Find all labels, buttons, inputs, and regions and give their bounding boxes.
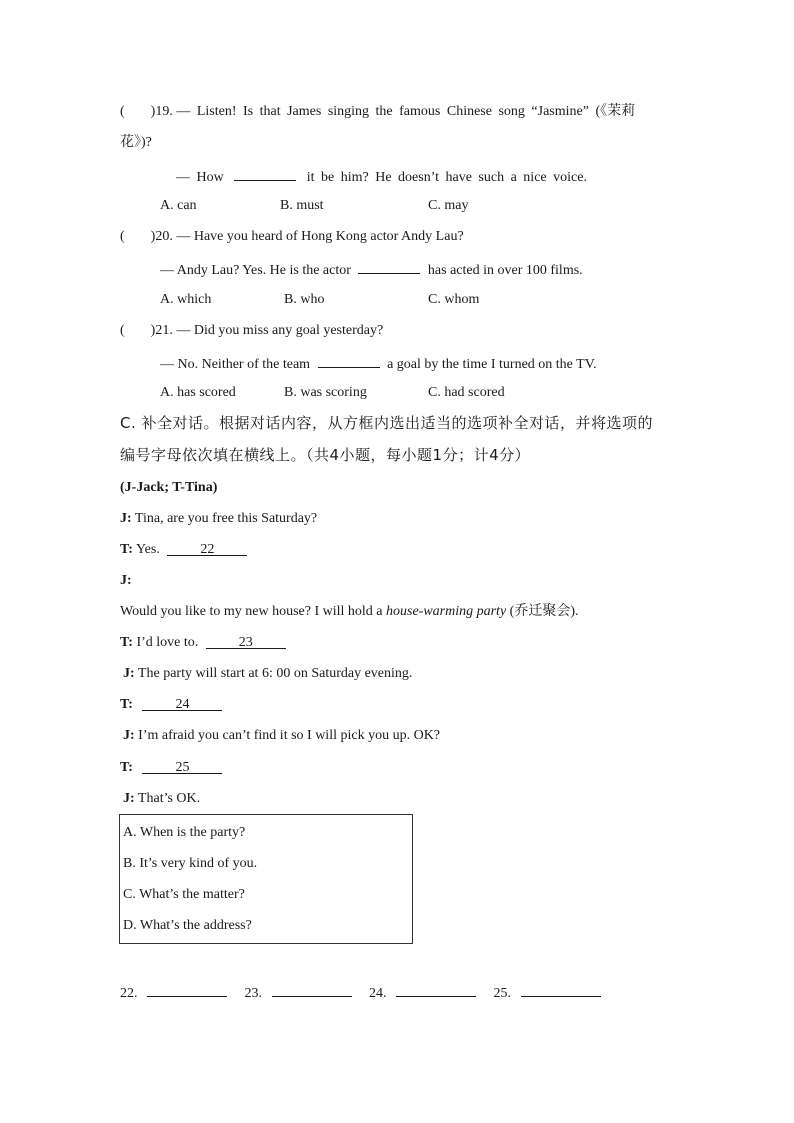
q21-reply-pre: — No. Neither of the team xyxy=(160,357,311,372)
q19-option-b[interactable]: B. must xyxy=(280,198,324,213)
q20-paren-open: ( xyxy=(120,229,125,244)
q19-reply-pre: — How xyxy=(176,170,224,185)
q21-number: 21. xyxy=(155,323,173,338)
dialogue-text: I’d love to. xyxy=(136,635,199,650)
q19-question: — Listen! Is that James singing the famous Chinese song “Jasmine” (《茉莉 xyxy=(176,104,636,119)
q21-option-c[interactable]: C. had scored xyxy=(428,385,505,400)
speaker-label: J: xyxy=(120,573,132,588)
answer-blank-25[interactable] xyxy=(521,982,601,997)
dialogue-blank-22[interactable]: 22 xyxy=(167,541,247,556)
dialogue-italic-term: house-warming party xyxy=(386,604,507,619)
answer-label-23: 23. xyxy=(244,986,262,1001)
speaker-label: T: xyxy=(120,542,133,557)
dialogue-line-3 xyxy=(120,572,132,590)
answer-label-24: 24. xyxy=(369,986,387,1001)
dialogue-text: Tina, are you free this Saturday? xyxy=(134,511,318,526)
choice-b[interactable]: B. It’s very kind of you. xyxy=(123,856,258,871)
q19-reply-post: it be him? He doesn’t have such a nice voice. xyxy=(306,170,587,185)
q20-stem xyxy=(120,228,464,246)
section-c-heading-line2: 编号字母依次填在横线上。（共4小题，每小题1分；计4分） xyxy=(120,446,531,464)
speaker-label: T: xyxy=(120,760,133,775)
q20-option-b[interactable]: B. who xyxy=(284,292,325,307)
speaker-label: T: xyxy=(120,635,133,650)
q19-stem-cont xyxy=(120,134,152,152)
q20-option-c[interactable]: C. whom xyxy=(428,292,480,307)
speaker-label: T: xyxy=(120,697,133,712)
choice-d[interactable]: D. What’s the address? xyxy=(123,918,252,933)
q21-stem xyxy=(120,322,383,340)
q19-number: 19. xyxy=(155,104,173,119)
answer-label-22: 22. xyxy=(120,986,138,1001)
q19-stem xyxy=(120,103,635,121)
dialogue-line-7 xyxy=(120,696,222,714)
q19-option-c[interactable]: C. may xyxy=(428,198,469,213)
dialogue-text: Would you like to my new house? I will hold a xyxy=(120,604,386,619)
q20-reply-post: has acted in over 100 films. xyxy=(427,263,583,278)
answer-blank-23[interactable] xyxy=(272,982,352,997)
q21-paren-close: ) xyxy=(150,323,156,338)
speaker-label: J: xyxy=(123,728,135,743)
q20-paren-close: ) xyxy=(150,229,156,244)
speaker-label: J: xyxy=(120,511,132,526)
q20-question: — Have you heard of Hong Kong actor Andy Lau? xyxy=(176,229,464,244)
q20-number: 20. xyxy=(155,229,173,244)
dialogue-line-5 xyxy=(120,634,286,652)
q20-option-a[interactable]: A. which xyxy=(160,292,212,307)
dialogue-text: Yes. xyxy=(135,542,160,557)
q21-question: — Did you miss any goal yesterday? xyxy=(176,323,384,338)
q21-option-a[interactable]: A. has scored xyxy=(160,385,236,400)
q20-reply xyxy=(160,259,583,280)
q19-paren-open: ( xyxy=(120,104,125,119)
q21-option-b[interactable]: B. was scoring xyxy=(284,385,367,400)
dialogue-legend: (J-Jack; T-Tina) xyxy=(120,480,218,495)
choices-box xyxy=(119,814,413,944)
dialogue-line-10 xyxy=(123,790,200,808)
dialogue-line-1 xyxy=(120,510,317,528)
q20-answer-blank[interactable] xyxy=(358,259,420,274)
dialogue-line-2 xyxy=(120,541,247,559)
q19-option-a[interactable]: A. can xyxy=(160,198,197,213)
q20-reply-pre: — Andy Lau? Yes. He is the actor xyxy=(160,263,351,278)
speaker-label: J: xyxy=(123,666,135,681)
dialogue-blank-23[interactable]: 23 xyxy=(206,634,286,649)
dialogue-blank-25[interactable]: 25 xyxy=(142,759,222,774)
dialogue-line-9 xyxy=(120,759,222,777)
dialogue-blank-24[interactable]: 24 xyxy=(142,696,222,711)
dialogue-line-4 xyxy=(120,603,579,621)
choice-a[interactable]: A. When is the party? xyxy=(123,825,246,840)
dialogue-text: I’m afraid you can’t find it so I will pick you up. OK? xyxy=(138,728,441,743)
dialogue-text: That’s OK. xyxy=(137,791,201,806)
speaker-label: J: xyxy=(123,791,135,806)
q21-reply xyxy=(160,353,597,374)
q21-reply-post: a goal by the time I turned on the TV. xyxy=(387,357,597,372)
choice-c[interactable]: C. What’s the matter? xyxy=(123,887,245,902)
dialogue-line-8 xyxy=(123,727,440,745)
answer-blank-22[interactable] xyxy=(147,982,227,997)
answer-label-25: 25. xyxy=(493,986,511,1001)
q19-reply xyxy=(176,166,587,187)
q19-question-cont: 花》)? xyxy=(120,135,152,150)
answer-row xyxy=(120,982,601,1003)
answer-blank-24[interactable] xyxy=(396,982,476,997)
q21-paren-open: ( xyxy=(120,323,125,338)
q21-answer-blank[interactable] xyxy=(318,353,380,368)
dialogue-line-6 xyxy=(123,665,412,683)
section-c-heading-line1: C. 补全对话。根据对话内容，从方框内选出适当的选项补全对话，并将选项的 xyxy=(120,414,654,432)
q19-answer-blank[interactable] xyxy=(234,166,296,181)
dialogue-text-post: (乔迁聚会). xyxy=(506,604,579,619)
dialogue-text: The party will start at 6: 00 on Saturday evening. xyxy=(137,666,413,681)
q19-paren-close: ) xyxy=(150,104,156,119)
